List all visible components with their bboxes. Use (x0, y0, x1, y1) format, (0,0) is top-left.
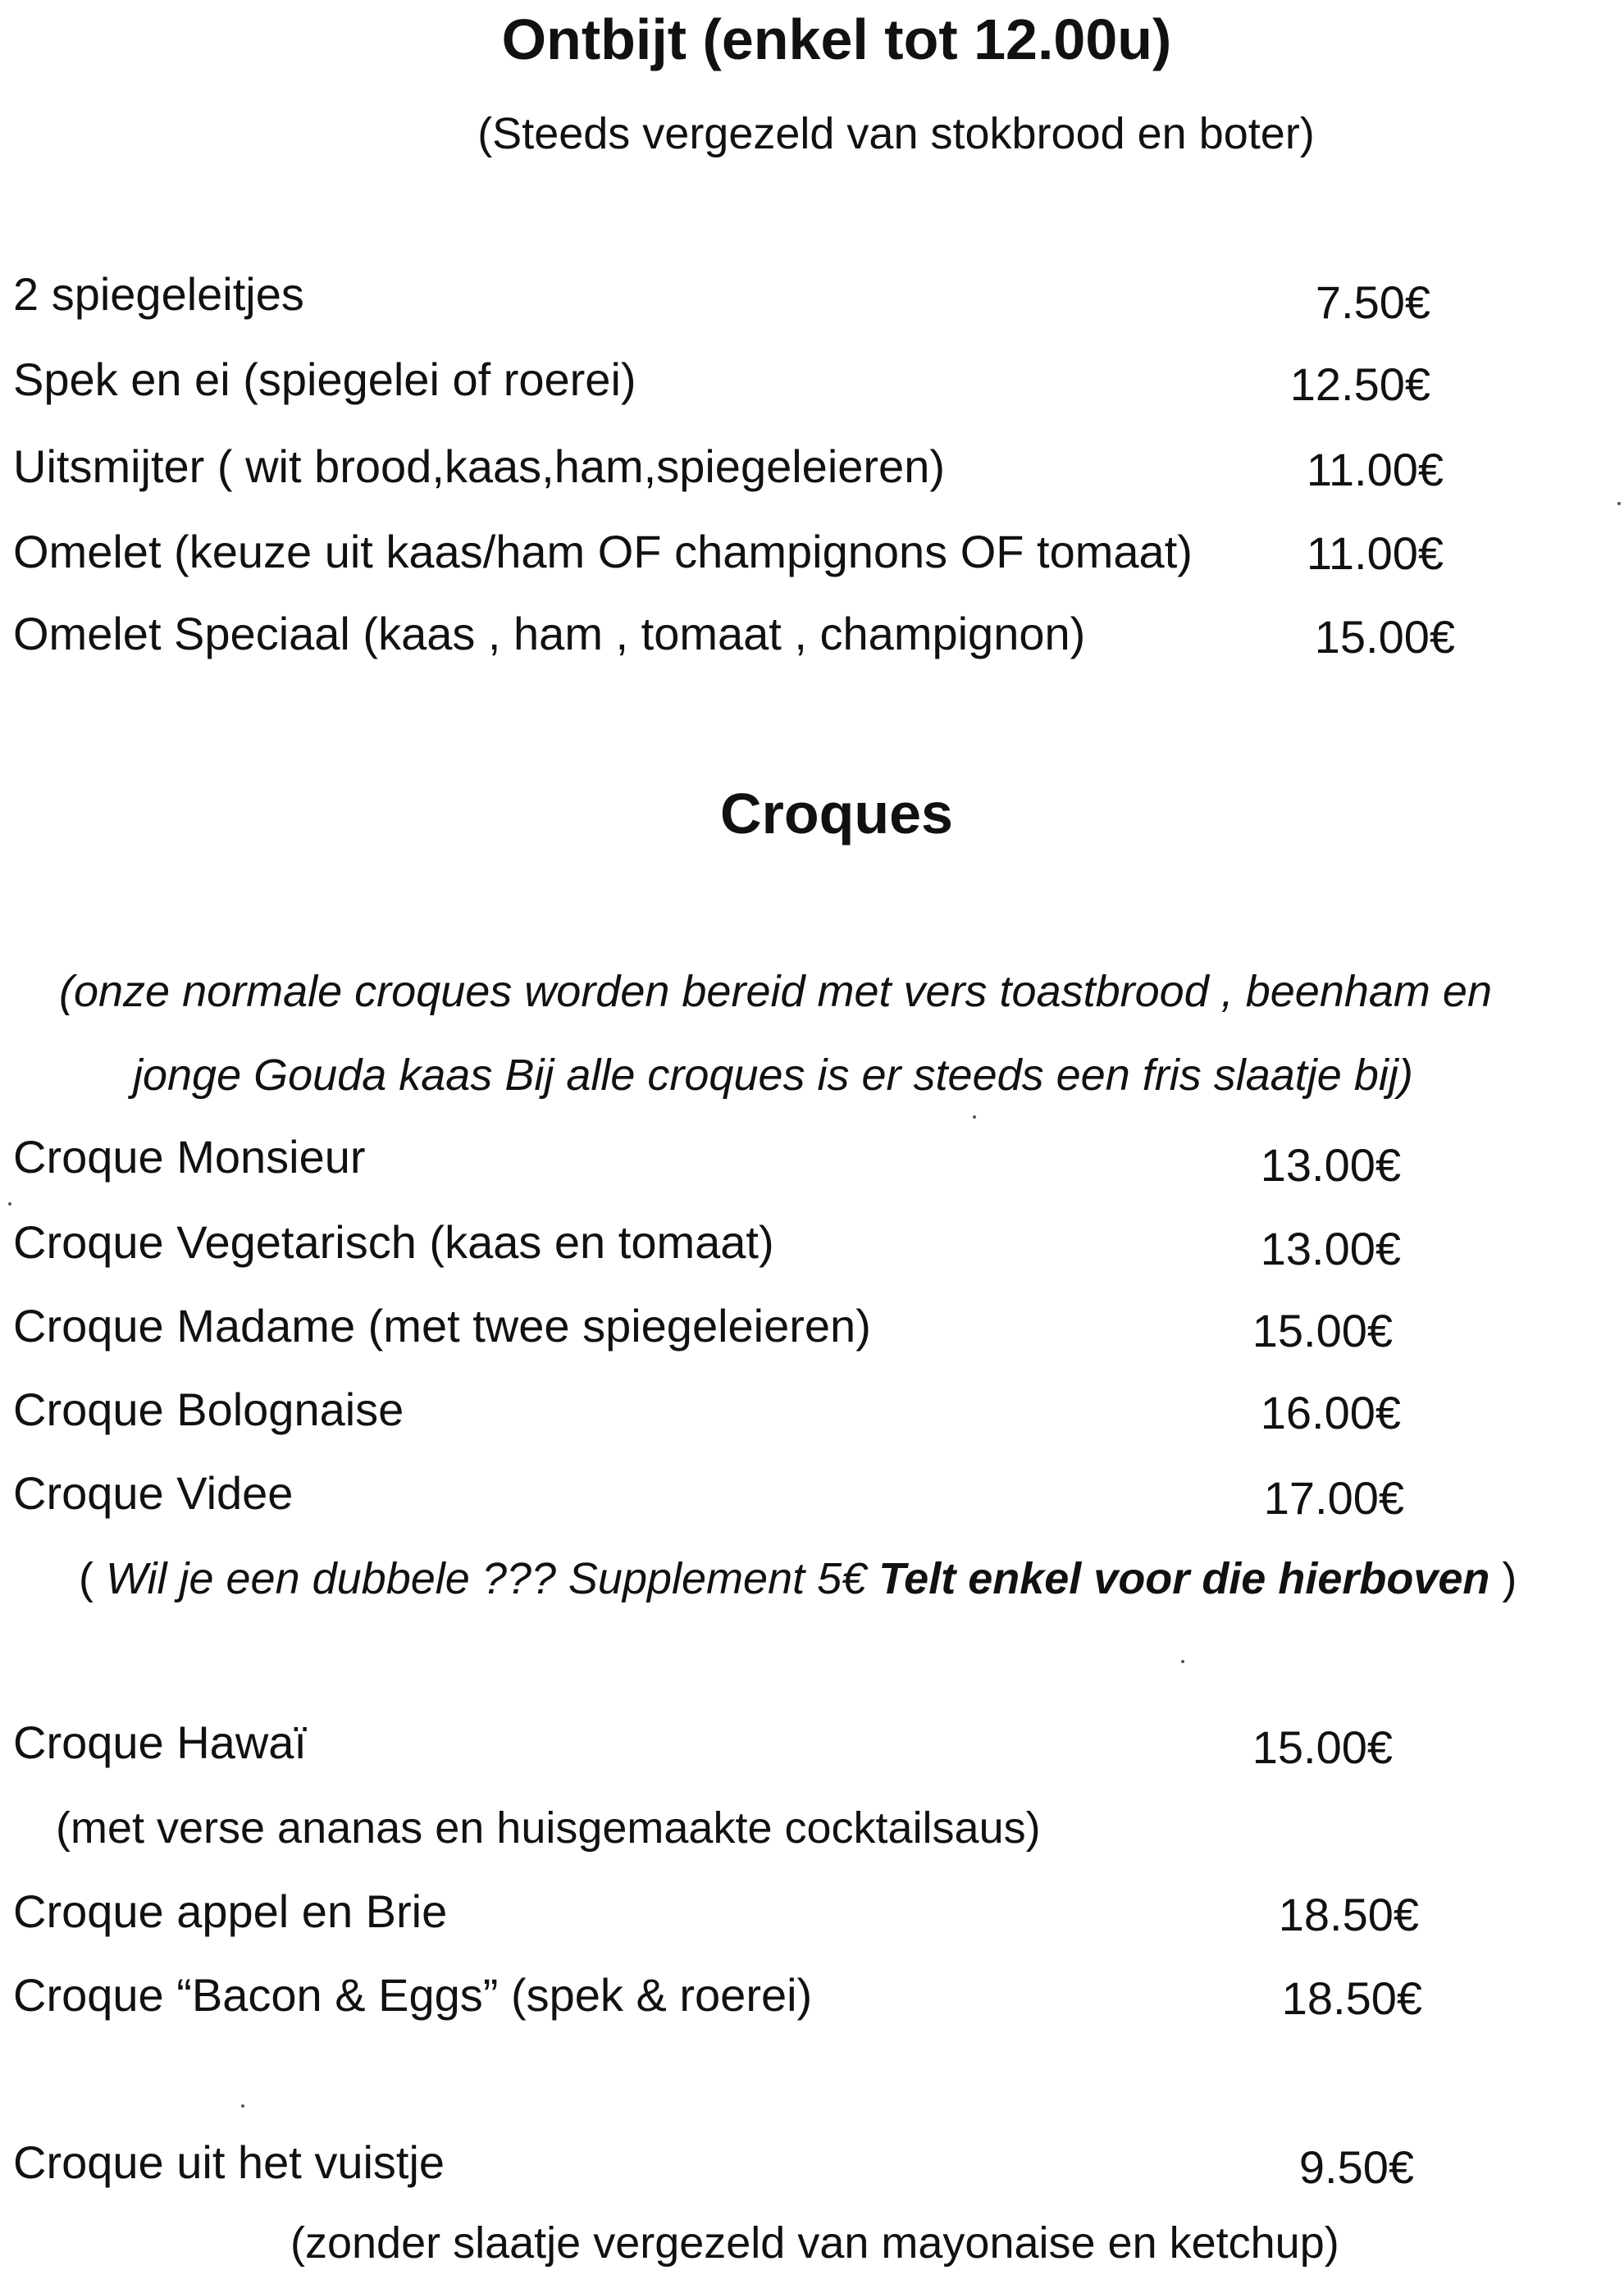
breakfast-title: Ontbijt (enkel tot 12.00u) (501, 7, 1172, 71)
menu-item-name: Croque Madame (met twee spiegeleieren) (13, 1300, 871, 1352)
scan-speck (1617, 502, 1621, 505)
menu-item-price: 11.00€ (1306, 444, 1444, 495)
menu-item-description: (zonder slaatje vergezeld van mayonaise en ketchup) (290, 2218, 1339, 2268)
menu-item-price: 15.00€ (1314, 611, 1455, 663)
scan-speck (8, 1202, 11, 1206)
menu-item-price: 12.50€ (1289, 358, 1430, 410)
scan-speck (973, 1115, 976, 1119)
menu-item-name: Croque Videe (13, 1467, 294, 1519)
menu-item-price: 16.00€ (1260, 1387, 1401, 1438)
menu-item-name: Uitsmijter ( wit brood,kaas,ham,spiegeleieren) (13, 440, 945, 492)
menu-item-name: 2 spiegeleitjes (13, 268, 304, 320)
menu-item-price: 11.00€ (1306, 527, 1444, 579)
menu-item-name: Spek en ei (spiegelei of roerei) (13, 353, 636, 405)
menu-item-name: Croque appel en Brie (13, 1885, 448, 1937)
supplement-close-paren: ) (1502, 1554, 1517, 1603)
menu-item-price: 7.50€ (1315, 276, 1430, 328)
scan-speck (1181, 1660, 1184, 1663)
supplement-emphasis: Telt enkel voor die hierboven (878, 1554, 1490, 1603)
menu-item-name: Croque uit het vuistje (13, 2136, 445, 2188)
menu-item-price: 17.00€ (1263, 1472, 1404, 1524)
menu-item-price: 18.50€ (1281, 1972, 1422, 2024)
menu-item-description: (met verse ananas en huisgemaakte cocktailsaus) (56, 1803, 1041, 1853)
menu-item-price: 15.00€ (1252, 1721, 1393, 1773)
menu-item-name: Omelet (keuze uit kaas/ham OF champignons OF tomaat) (13, 526, 1193, 577)
menu-item-price: 9.50€ (1298, 2141, 1414, 2193)
scan-speck (241, 2104, 244, 2108)
breakfast-subtitle: (Steeds vergezeld van stokbrood en boter) (477, 109, 1315, 158)
croques-intro-line: (onze normale croques worden bereid met vers toastbrood , beenham en (59, 967, 1492, 1016)
croques-intro-line: jonge Gouda kaas Bij alle croques is er steeds een fris slaatje bij) (133, 1051, 1413, 1100)
menu-item-name: Omelet Speciaal (kaas , ham , tomaat , champignon) (13, 608, 1086, 659)
menu-item-price: 15.00€ (1252, 1305, 1393, 1356)
menu-item-name: Croque Bolognaise (13, 1384, 404, 1435)
supplement-question: Wil je een dubbele ??? Supplement 5€ (106, 1554, 867, 1603)
croques-title: Croques (720, 782, 953, 846)
menu-item-name: Croque Vegetarisch (kaas en tomaat) (13, 1216, 774, 1268)
menu-item-price: 13.00€ (1260, 1139, 1401, 1191)
menu-item-name: Croque Hawaï (13, 1716, 307, 1768)
menu-item-price: 13.00€ (1260, 1223, 1401, 1274)
menu-item-name: Croque “Bacon & Eggs” (spek & roerei) (13, 1969, 813, 2021)
menu-item-name: Croque Monsieur (13, 1131, 366, 1183)
supplement-open-paren: ( (79, 1554, 94, 1603)
menu-item-price: 18.50€ (1278, 1889, 1419, 1940)
supplement-note (79, 1553, 1517, 1604)
